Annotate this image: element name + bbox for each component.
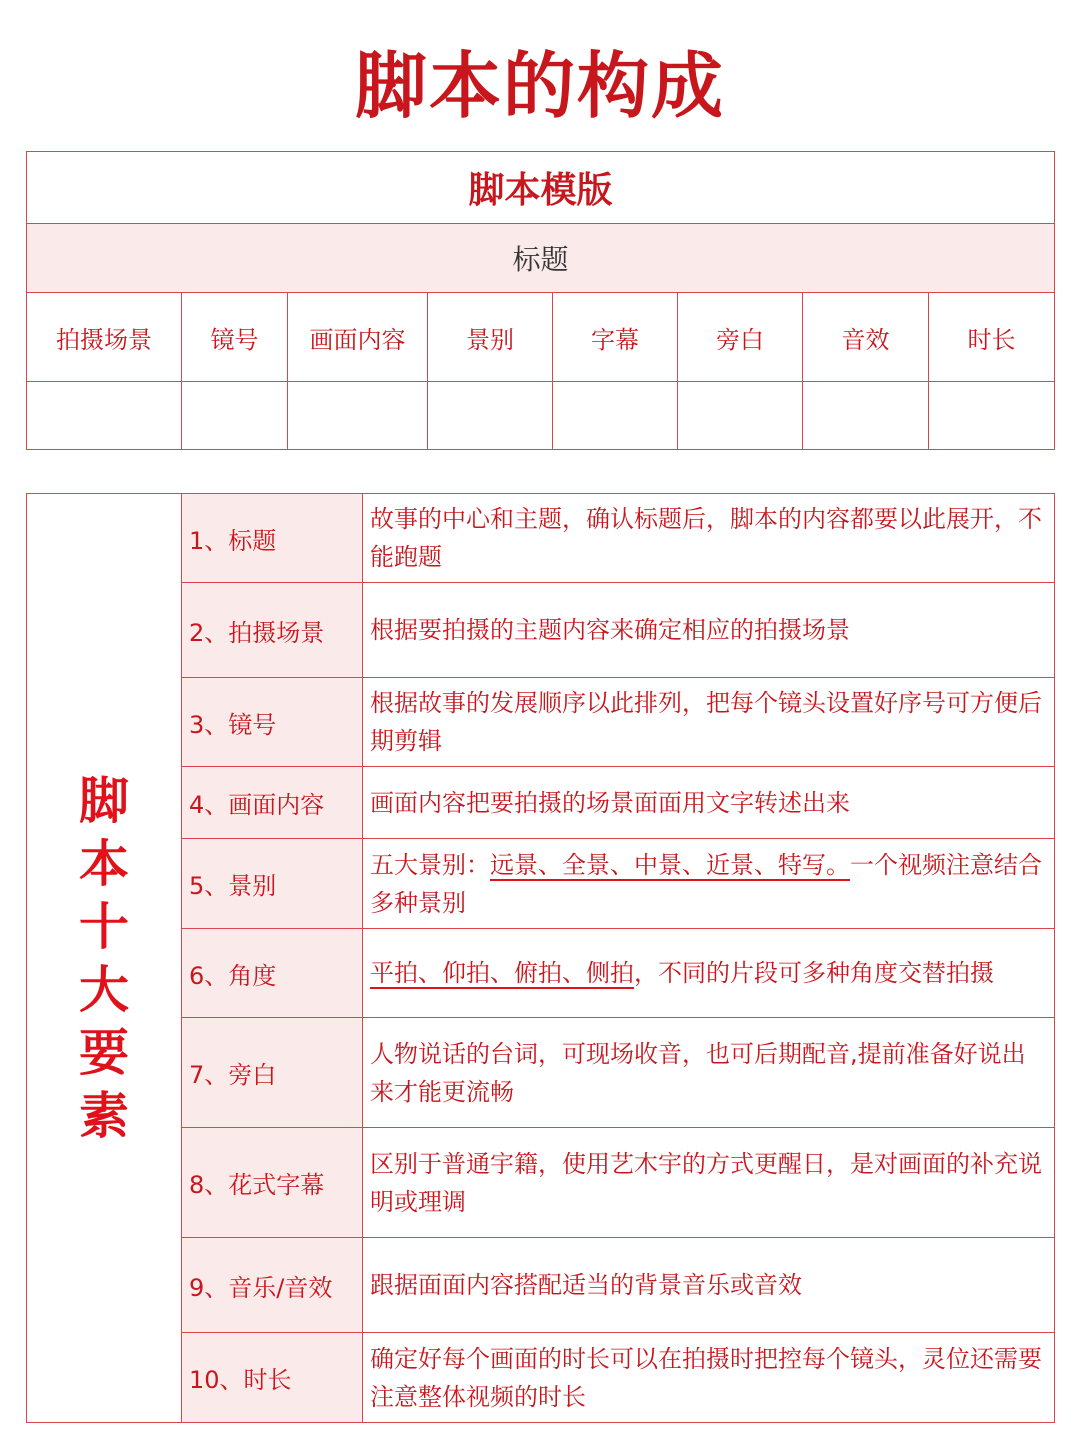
desc-suffix: ，不同的片段可多种角度交替拍摄 [634,959,994,987]
element-name: 3、镜号 [182,678,363,767]
element-name: 9、音乐/音效 [182,1238,363,1333]
side-label-char: 脚 [79,771,129,830]
element-name: 10、时长 [182,1333,363,1423]
element-desc: 人物说话的台词，可现场收音，也可后期配音,提前准备好说出来才能更流畅 [363,1018,1055,1128]
element-desc [363,839,1055,929]
table-row [27,1018,1055,1128]
element-name: 6、角度 [182,929,363,1018]
table-row [27,494,1055,583]
element-name: 1、标题 [182,494,363,583]
side-label-char: 要 [79,1023,129,1082]
underlined-text: 平拍、仰拍、俯拍、侧拍 [370,959,634,987]
table-row [27,1238,1055,1333]
column-header: 音效 [803,293,929,382]
template-subtitle: 标题 [27,224,1055,293]
table-row [27,767,1055,839]
side-label [27,494,182,1423]
element-desc: 区别于普通宇籍，使用艺木宇的方式更醒日，是对画面的补充说明或理调 [363,1128,1055,1238]
column-header: 时长 [929,293,1055,382]
element-desc: 根据要拍摄的主题内容来确定相应的拍摄场景 [363,583,1055,678]
element-desc: 根据故事的发展顺序以此排列，把每个镜头设置好序号可方便后期剪辑 [363,678,1055,767]
column-header: 景别 [428,293,553,382]
template-header-row [27,293,1055,382]
script-template-table [26,151,1055,450]
element-name: 8、花式字幕 [182,1128,363,1238]
element-desc: 画面内容把要拍摄的场景面面用文字转述出来 [363,767,1055,839]
table-row [27,678,1055,767]
desc-suffix: 一个视频注意结合多种景别 [370,850,1042,917]
element-desc: 故事的中心和主题，确认标题后，脚本的内容都要以此展开，不能跑题 [363,494,1055,583]
ten-elements-table [26,493,1055,1423]
column-header: 拍摄场景 [27,293,182,382]
element-name: 2、拍摄场景 [182,583,363,678]
column-header: 画面内容 [288,293,428,382]
side-label-char: 大 [79,960,129,1019]
table-row [27,1333,1055,1423]
column-header: 旁白 [678,293,803,382]
column-header: 字幕 [553,293,678,382]
element-name: 7、旁白 [182,1018,363,1128]
empty-cell [182,382,288,450]
side-label-char: 本 [79,834,129,893]
side-label-char: 十 [79,897,129,956]
empty-cell [288,382,428,450]
desc-prefix: 五大景别： [370,850,490,879]
column-header: 镜号 [182,293,288,382]
table-row [27,929,1055,1018]
page-title: 脚本的构成 [354,43,725,128]
table-row [27,583,1055,678]
underlined-text: 远景、全景、中景、近景、特写。 [490,850,850,879]
element-name: 5、景别 [182,839,363,929]
empty-cell [428,382,553,450]
table-row [27,839,1055,929]
template-title: 脚本模版 [27,152,1055,224]
empty-cell [803,382,929,450]
template-empty-row [27,382,1055,450]
element-desc [363,929,1055,1018]
table-row [27,1128,1055,1238]
empty-cell [27,382,182,450]
element-desc: 确定好每个画面的时长可以在拍摄时把控每个镜头，灵位还需要注意整体视频的时长 [363,1333,1055,1423]
empty-cell [678,382,803,450]
element-desc: 跟据面面内容搭配适当的背景音乐或音效 [363,1238,1055,1333]
element-name: 4、画面内容 [182,767,363,839]
empty-cell [929,382,1055,450]
side-label-char: 素 [79,1086,129,1145]
empty-cell [553,382,678,450]
